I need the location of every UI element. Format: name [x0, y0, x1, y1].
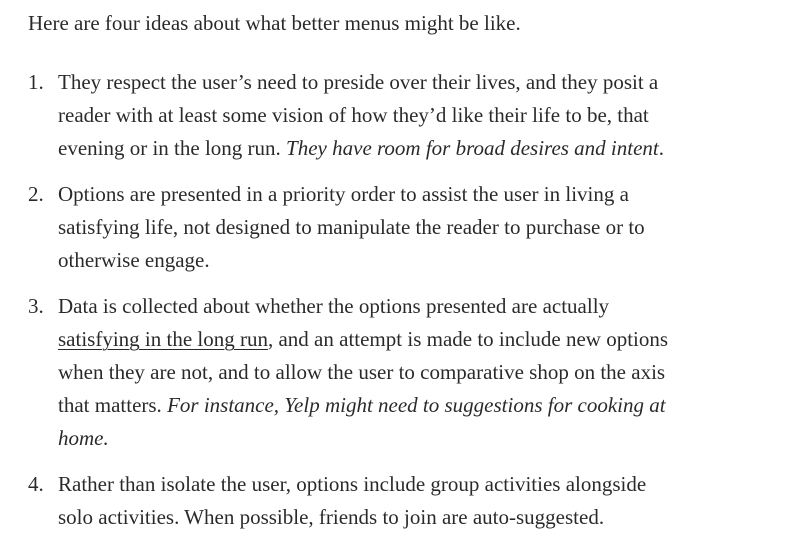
italic-text: home.: [58, 426, 109, 450]
text-line: They respect the user’s need to preside over their lives, and they posit a: [58, 70, 659, 94]
text-line: [58, 389, 748, 422]
list-item: [28, 178, 748, 277]
text-segment: evening or in the long run.: [58, 136, 287, 160]
list-item: [28, 468, 748, 534]
list-item-number: 2.: [28, 182, 44, 206]
list-item: [28, 290, 748, 455]
intro-paragraph: Here are four ideas about what better menus might be like.: [28, 11, 521, 35]
text-line: Data is collected about whether the options presented are actually: [58, 294, 610, 318]
text-segment: that matters.: [58, 393, 168, 417]
text-line: when they are not, and to allow the user to comparative shop on the axis: [58, 360, 666, 384]
italic-text: They have room for broad desires and intent: [286, 136, 659, 160]
ideas-list: [28, 66, 809, 534]
text-line: [58, 323, 748, 356]
list-item-number: 4.: [28, 472, 44, 496]
list-item-number: 3.: [28, 294, 44, 318]
text-line: Options are presented in a priority order to assist the user in living a: [58, 182, 629, 206]
text-line: solo activities. When possible, friends to join are auto-suggested.: [58, 505, 605, 529]
text-line: satisfying life, not designed to manipulate the reader to purchase or to: [58, 215, 645, 239]
text-line: Rather than isolate the user, options include group activities alongside: [58, 472, 647, 496]
list-item-number: 1.: [28, 70, 44, 94]
text-segment: .: [658, 136, 665, 160]
text-segment: , and an attempt is made to include new options: [267, 327, 669, 351]
text-line: [58, 422, 748, 455]
list-item: [28, 66, 748, 165]
text-line: reader with at least some vision of how they’d like their life to be, that: [58, 103, 649, 127]
text-line: otherwise engage.: [58, 248, 210, 272]
italic-text: For instance, Yelp might need to suggestions for cooking at: [167, 393, 666, 417]
text-line: [58, 132, 748, 165]
satisfying-long-run-link[interactable]: satisfying in the long run: [58, 327, 268, 351]
